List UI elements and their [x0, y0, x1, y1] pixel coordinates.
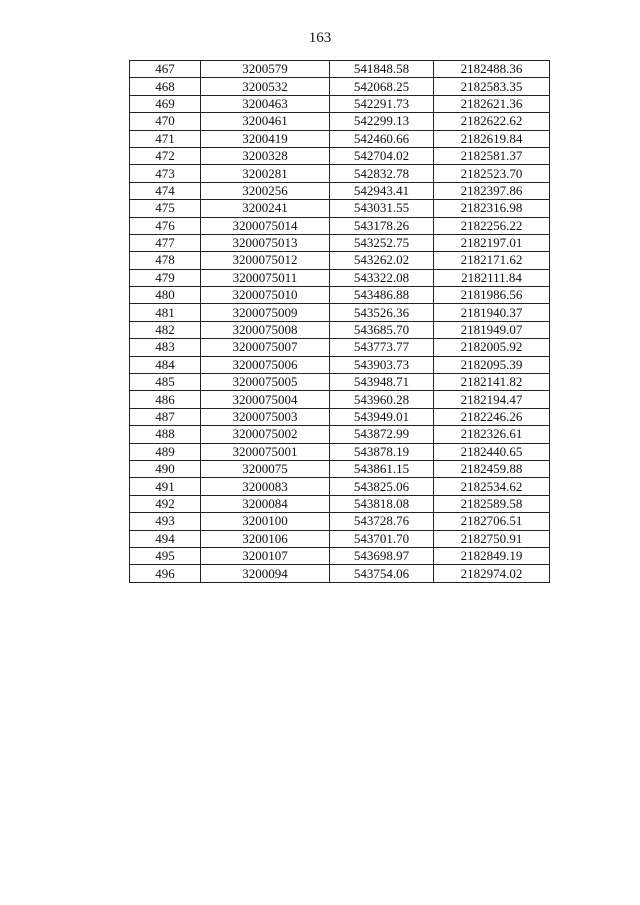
point-id-cell: 3200256 [201, 182, 330, 199]
table-row [130, 321, 550, 338]
row-number-cell: 475 [130, 200, 201, 217]
x-coordinate-cell: 542291.73 [330, 95, 434, 112]
point-id-cell: 3200281 [201, 165, 330, 182]
y-coordinate-cell: 2182459.88 [434, 460, 550, 477]
y-coordinate-cell: 2182440.65 [434, 443, 550, 460]
x-coordinate-cell: 542299.13 [330, 113, 434, 130]
y-coordinate-cell: 2182316.98 [434, 200, 550, 217]
point-id-cell: 3200419 [201, 130, 330, 147]
row-number-cell: 490 [130, 460, 201, 477]
table-row [130, 217, 550, 234]
x-coordinate-cell: 543252.75 [330, 234, 434, 251]
point-id-cell: 3200328 [201, 147, 330, 164]
row-number-cell: 480 [130, 287, 201, 304]
table-row [130, 165, 550, 182]
y-coordinate-cell: 2182619.84 [434, 130, 550, 147]
table-row [130, 530, 550, 547]
y-coordinate-cell: 2182974.02 [434, 565, 550, 582]
point-id-cell: 3200075014 [201, 217, 330, 234]
row-number-cell: 485 [130, 374, 201, 391]
point-id-cell: 3200107 [201, 547, 330, 564]
table-row [130, 339, 550, 356]
y-coordinate-cell: 2182397.86 [434, 182, 550, 199]
point-id-cell: 3200075005 [201, 374, 330, 391]
x-coordinate-cell: 543878.19 [330, 443, 434, 460]
y-coordinate-cell: 2182326.61 [434, 426, 550, 443]
table-row [130, 147, 550, 164]
row-number-cell: 468 [130, 78, 201, 95]
point-id-cell: 3200075001 [201, 443, 330, 460]
x-coordinate-cell: 543773.77 [330, 339, 434, 356]
row-number-cell: 486 [130, 391, 201, 408]
y-coordinate-cell: 2181949.07 [434, 321, 550, 338]
point-id-cell: 3200084 [201, 495, 330, 512]
row-number-cell: 482 [130, 321, 201, 338]
row-number-cell: 473 [130, 165, 201, 182]
y-coordinate-cell: 2182523.70 [434, 165, 550, 182]
row-number-cell: 483 [130, 339, 201, 356]
point-id-cell: 3200100 [201, 513, 330, 530]
row-number-cell: 478 [130, 252, 201, 269]
point-id-cell: 3200461 [201, 113, 330, 130]
row-number-cell: 492 [130, 495, 201, 512]
table-row [130, 391, 550, 408]
table-row [130, 78, 550, 95]
row-number-cell: 476 [130, 217, 201, 234]
row-number-cell: 489 [130, 443, 201, 460]
table-row [130, 547, 550, 564]
y-coordinate-cell: 2182005.92 [434, 339, 550, 356]
table-row [130, 252, 550, 269]
x-coordinate-cell: 543322.08 [330, 269, 434, 286]
table-row [130, 408, 550, 425]
x-coordinate-cell: 543728.76 [330, 513, 434, 530]
y-coordinate-cell: 2182171.62 [434, 252, 550, 269]
row-number-cell: 471 [130, 130, 201, 147]
table-row [130, 61, 550, 78]
row-number-cell: 484 [130, 356, 201, 373]
point-id-cell: 3200075 [201, 460, 330, 477]
table-row [130, 374, 550, 391]
table-row [130, 95, 550, 112]
table-row [130, 287, 550, 304]
row-number-cell: 491 [130, 478, 201, 495]
table-row [130, 565, 550, 582]
x-coordinate-cell: 543685.70 [330, 321, 434, 338]
x-coordinate-cell: 543754.06 [330, 565, 434, 582]
table-row [130, 478, 550, 495]
y-coordinate-cell: 2182622.62 [434, 113, 550, 130]
x-coordinate-cell: 543960.28 [330, 391, 434, 408]
x-coordinate-cell: 542704.02 [330, 147, 434, 164]
y-coordinate-cell: 2182111.84 [434, 269, 550, 286]
point-id-cell: 3200075013 [201, 234, 330, 251]
row-number-cell: 467 [130, 61, 201, 78]
y-coordinate-cell: 2182246.26 [434, 408, 550, 425]
x-coordinate-cell: 543031.55 [330, 200, 434, 217]
row-number-cell: 487 [130, 408, 201, 425]
point-id-cell: 3200075007 [201, 339, 330, 356]
point-id-cell: 3200075006 [201, 356, 330, 373]
point-id-cell: 3200075008 [201, 321, 330, 338]
point-id-cell: 3200083 [201, 478, 330, 495]
x-coordinate-cell: 543486.88 [330, 287, 434, 304]
coordinates-table [129, 60, 550, 583]
point-id-cell: 3200106 [201, 530, 330, 547]
row-number-cell: 479 [130, 269, 201, 286]
row-number-cell: 494 [130, 530, 201, 547]
point-id-cell: 3200075011 [201, 269, 330, 286]
point-id-cell: 3200075003 [201, 408, 330, 425]
point-id-cell: 3200241 [201, 200, 330, 217]
point-id-cell: 3200094 [201, 565, 330, 582]
point-id-cell: 3200532 [201, 78, 330, 95]
point-id-cell: 3200463 [201, 95, 330, 112]
table-row [130, 304, 550, 321]
table-row [130, 460, 550, 477]
x-coordinate-cell: 543698.97 [330, 547, 434, 564]
y-coordinate-cell: 2182849.19 [434, 547, 550, 564]
x-coordinate-cell: 543903.73 [330, 356, 434, 373]
x-coordinate-cell: 543818.08 [330, 495, 434, 512]
y-coordinate-cell: 2182750.91 [434, 530, 550, 547]
y-coordinate-cell: 2182581.37 [434, 147, 550, 164]
y-coordinate-cell: 2181986.56 [434, 287, 550, 304]
table-row [130, 495, 550, 512]
x-coordinate-cell: 543861.15 [330, 460, 434, 477]
table-row [130, 182, 550, 199]
x-coordinate-cell: 543949.01 [330, 408, 434, 425]
x-coordinate-cell: 541848.58 [330, 61, 434, 78]
y-coordinate-cell: 2182706.51 [434, 513, 550, 530]
x-coordinate-cell: 543262.02 [330, 252, 434, 269]
x-coordinate-cell: 543825.06 [330, 478, 434, 495]
point-id-cell: 3200579 [201, 61, 330, 78]
y-coordinate-cell: 2182488.36 [434, 61, 550, 78]
point-id-cell: 3200075010 [201, 287, 330, 304]
table-row [130, 356, 550, 373]
y-coordinate-cell: 2182583.35 [434, 78, 550, 95]
row-number-cell: 488 [130, 426, 201, 443]
row-number-cell: 481 [130, 304, 201, 321]
row-number-cell: 472 [130, 147, 201, 164]
row-number-cell: 493 [130, 513, 201, 530]
row-number-cell: 469 [130, 95, 201, 112]
x-coordinate-cell: 543701.70 [330, 530, 434, 547]
table-row [130, 426, 550, 443]
row-number-cell: 496 [130, 565, 201, 582]
x-coordinate-cell: 543948.71 [330, 374, 434, 391]
table-row [130, 200, 550, 217]
page-number: 163 [308, 30, 332, 46]
row-number-cell: 495 [130, 547, 201, 564]
point-id-cell: 3200075009 [201, 304, 330, 321]
x-coordinate-cell: 542943.41 [330, 182, 434, 199]
x-coordinate-cell: 542460.66 [330, 130, 434, 147]
point-id-cell: 3200075012 [201, 252, 330, 269]
x-coordinate-cell: 542068.25 [330, 78, 434, 95]
table-row [130, 269, 550, 286]
point-id-cell: 3200075004 [201, 391, 330, 408]
y-coordinate-cell: 2182621.36 [434, 95, 550, 112]
x-coordinate-cell: 542832.78 [330, 165, 434, 182]
y-coordinate-cell: 2182534.62 [434, 478, 550, 495]
y-coordinate-cell: 2182197.01 [434, 234, 550, 251]
x-coordinate-cell: 543178.26 [330, 217, 434, 234]
y-coordinate-cell: 2182256.22 [434, 217, 550, 234]
table-row [130, 130, 550, 147]
coordinates-table-body [130, 61, 550, 583]
table-row [130, 234, 550, 251]
row-number-cell: 470 [130, 113, 201, 130]
row-number-cell: 477 [130, 234, 201, 251]
x-coordinate-cell: 543526.36 [330, 304, 434, 321]
table-row [130, 113, 550, 130]
table-row [130, 443, 550, 460]
point-id-cell: 3200075002 [201, 426, 330, 443]
x-coordinate-cell: 543872.99 [330, 426, 434, 443]
y-coordinate-cell: 2182194.47 [434, 391, 550, 408]
y-coordinate-cell: 2182141.82 [434, 374, 550, 391]
y-coordinate-cell: 2182589.58 [434, 495, 550, 512]
table-row [130, 513, 550, 530]
row-number-cell: 474 [130, 182, 201, 199]
y-coordinate-cell: 2181940.37 [434, 304, 550, 321]
y-coordinate-cell: 2182095.39 [434, 356, 550, 373]
